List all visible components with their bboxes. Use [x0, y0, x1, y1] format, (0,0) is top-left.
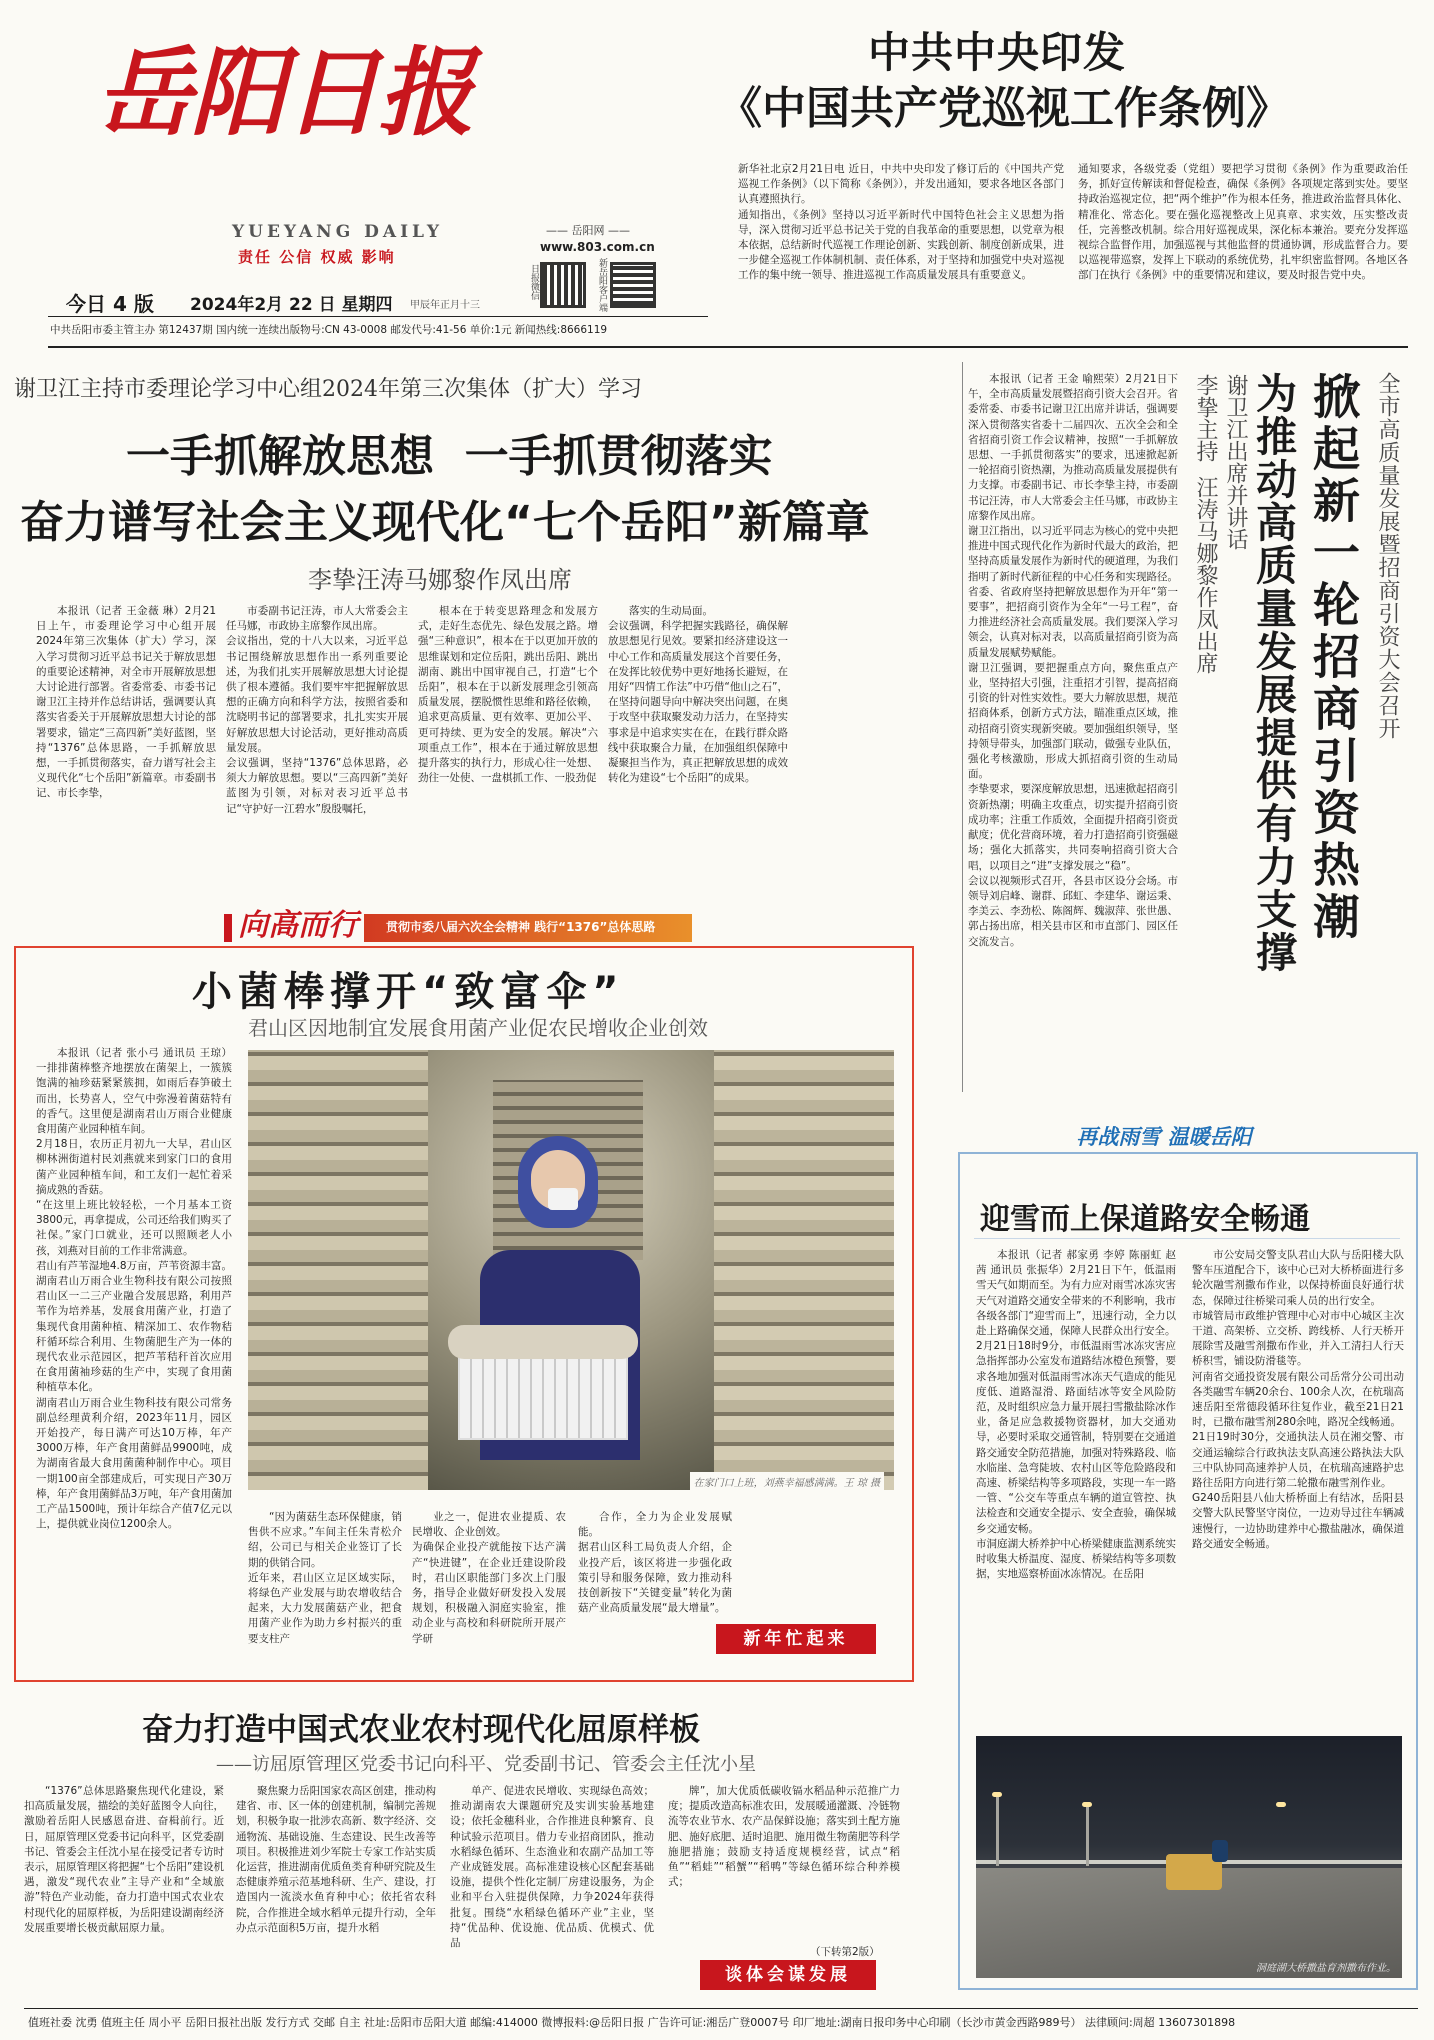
feature-subtitle: 君山区因地制宜发展食用菌产业促农民增收企业创效 — [248, 1016, 708, 1040]
qr-label-app: 新岳阳客户端 — [597, 258, 607, 312]
feature-col-2: “因为菌菇生态环保健康，销售供不应求。”车间主任朱青松介绍，公司已与相关企业签订了长期的供销合同。 近年来，君山区立足区域实际，将绿色产业发展与助农增收结合起来，大力发展菌菇产业，把食用菌产业作为助力乡村振兴的重要支柱产 — [248, 1511, 402, 1645]
bottom-tag[interactable]: 谈体会谋发展 — [700, 1960, 876, 1990]
mushroom-farm-photo — [248, 1050, 894, 1490]
feature-title[interactable]: 小菌棒撑开“致富伞” — [192, 969, 625, 1015]
feature-col-1: 本报讯（记者 张小弓 通讯员 王琼）一排排菌棒整齐地摆放在菌架上，一簇簇饱满的袖珍菇紧紧簇拥，如雨后春笋破土而出，长势喜人，空气中弥漫着菌菇特有的香气。这里便是湖南君山万雨合业健康食用菌产业园种植车间。 2月18日，农历正月初九一大早，君山区柳林洲街道村民刘燕就来到家门口的食用菌产业园种植车间，和工友们一起忙着采摘成熟的香菇。 “在这里上班比较轻松，一个月基本工资3800元，再拿提成，公司还给我们购买了社保。”家门口就业，还可以照顾老人小孩，刘燕对目前的工作非常满意。 君山有芦苇湿地4.8万亩，芦苇资源丰富。湖南君山万雨合业生物科技有限公司按照君山区一二三产业融合发展思路，利用芦苇作为培养基，发展食用菌产业，打造了集现代食用菌种植、精深加工、农作物秸秆循环综合利用、生物菌肥生产为一体的现代农业示范园区，把芦苇秸秆首次应用在食用菌袖珍菇的生产中，实现了食用菌种植草本化。 湖南君山万雨合业生物科技有限公司常务副总经理黄利介绍，2023年11月，园区开始投产，每日满产可达10万棒，年产3000万棒，年产食用菌鲜品9900吨，成为湖南省最大食用菌菌种制作中心。项目一期100亩全部建成后，可实现日产30万棒，年产食用菌鲜品3万吨，年产食用菌加工产品1500吨，预计年综合产值7亿元以上，提供就业岗位1200余人。 — [36, 1047, 232, 1531]
lead-story-col-1: 本报讯（记者 王金薇 琳）2月21日上午，市委理论学习中心组开展2024年第三次集体（扩大）学习，深入学习贯彻习近平总书记关于解放思想的重要论述精神，对全市开展解放思想大讨论进行部署。省委常委、市委书记谢卫江主持并作总结讲话，强调要认真落实省委关于开展解放思想大讨论的部署要求，锚定“三高四新”美好蓝图，坚持“1376”总体思路，一手抓解放思想，一手抓贯彻落实，奋力谱写社会主义现代化“七个岳阳”新篇章。市委副书记、市长李挚， — [36, 605, 216, 800]
lead-story-col-3: 根本在于转变思路理念和发展方式，走好生态优先、绿色发展之路。增强“三种意识”，根本在于以更加开放的思维谋划和定位岳阳，跳出岳阳、跳出湖南、跳出中国审视自己，打造“七个岳阳”，根本在于以新发展理念引领高质量发展，摆脱惯性思维和路径依赖，追求更高质量、更有效率、更加公平、更可持续、更为安全的发展。解决“六项重点工作”，根本在于通过解放思想提升落实的执行力，形成心往一处想、劲往一处使、一盘棋抓工作、一股劲促 — [418, 605, 598, 785]
newspaper-logo: 岳阳日报 — [96, 36, 472, 149]
lead-story-kicker: 谢卫江主持市委理论学习中心组2024年第三次集体（扩大）学习 — [14, 377, 642, 402]
basket — [458, 1350, 628, 1440]
right-story-body: 本报讯（记者 王金 喻熙荣）2月21日下午，全市高质量发展暨招商引资大会召开。省委常委、市委书记谢卫江出席并讲话，强调要深入贯彻落实省委十二届四次、五次全会和全省招商引资工作会议精神，按照“一手抓解放思想、一手抓贯彻落实”的要求，迅速掀起新一轮招商引资热潮，为推动高质量发展提供有力支撑。市委副书记、市长李挚主持，市委副书记汪涛，市人大常委会主任马娜，市政协主席黎作凤出席。 谢卫江指出，以习近平同志为核心的党中央把推进中国式现代化作为新时代最大的政治，把坚持高质量发展作为新时代的硬道理，为我们指明了新时代新征程的中心任务和实现路径。省委、省政府坚持把解放思想作为开年“第一要事”，把招商引资作为全年“一号工程”，奋力推进经济社会高质量发展。我们要深入学习领会，认真对标对表，以高质量招商引资为高质量发展赋势赋能。 谢卫江强调，要把握重点方向，聚焦重点产业，坚持招大引强，注重招才引智，提高招商引资的针对性实效性。要大力解放思想，规范招商体系，创新方式方法，瞄准重点区域，推动招商引资实现新突破。要加强组织领导，坚持领导带头，加强部门联动，做强专业队伍，强化考核激励，形成大抓招商引资的生动局面。 李挚要求，要深度解放思想，迅速掀起招商引资新热潮；明确主攻重点，切实提升招商引资成功率；注重工作质效，全面提升招商引资贡献度；优化营商环境，着力打造招商引资强磁场；强化大抓落实，共同奏响招商引资大合唱，以项目之“进”支撑发展之“稳”。 会议以视频形式召开，各县市区设分会场。市领导刘启峰、谢群、邱虹、李建华、谢运秉、李美云、李劲松、陈阁辉、魏淑萍、张世愚、郭占扬出席，相关县市区和市直部门、园区任交流发言。 — [968, 373, 1178, 948]
snow-banner: 再战雨雪 温暖岳阳 — [1064, 1124, 1264, 1150]
bottom-subtitle: ——访屈原管理区党委书记向科平、党委副书记、管委会主任沈小星 — [216, 1754, 756, 1775]
continued-note[interactable]: （下转第2版） — [810, 1946, 880, 1958]
site-label: —— 岳阳网 —— — [546, 224, 630, 237]
bottom-title[interactable]: 奋力打造中国式农业农村现代化屈原样板 — [142, 1712, 700, 1748]
right-story-title-1[interactable]: 掀起新一轮招商引资热潮 — [1305, 372, 1360, 944]
feature-col-3: 业之一，促进农业提质、农民增收、企业创效。 为确保企业投产就能按下达产满产“快进键”，在企业迁建设阶段时，君山区职能部门多次上门服务，指导企业做好研发投入发展规划，积极融入洞庭实验室，推动企业与高校和科研院所开展产学研 — [412, 1511, 566, 1645]
site-url[interactable]: www.803.com.cn — [540, 240, 655, 254]
top-story-col-2: 通知要求，各级党委（党组）要把学习贯彻《条例》作为重要政治任务，抓好宣传解读和督促检查，确保《条例》各项规定落到实处。要坚持政治巡视定位，把“两个维护”作为根本任务，推进政治监督具体化、精准化、常态化。要在强化巡视整改上见真章、求实效，压实整改责任，完善整改机制。综合用好巡视成果，深化标本兼治。要充分发挥巡视综合监督作用，加强巡视与其他监督的贯通协调，形成监督合力。要以巡视带巡察，发挥上下联动的系统优势，扎牢织密监督网。各地区各部门在执行《条例》中的重要情况和建议，要及时报告党中央。 — [1078, 163, 1408, 282]
right-story-pretitle: 全市高质量发展暨招商引资大会召开 — [1375, 372, 1400, 740]
snow-col-2: 市公安局交警支队君山大队与岳阳楼大队警车压道配合下，该中心已对大桥桥面进行多轮次融雪剂撒布作业，以保持桥面良好通行状态，保障过往桥梁司乘人员的出行安全。 市城管局市政维护管理中心对市中心城区主次干道、高架桥、立交桥、跨线桥、人行天桥开展除雪及融雪剂撒布作业，并入工清扫人行天桥积雪，铺设防滑毯等。 河南省交通投资发展有限公司岳常分公司出动各类融雪车辆20余台、100余人次，在杭瑞高速岳阳至常德段循环往复作业，截至21日21时，已撒布融雪剂280余吨，路况全线畅通。 21日19时30分，交通执法人员在湘交警、市交通运输综合行政执法支队高速公路执法大队三中队协同高速养护人员，在杭瑞高速路护忠路往岳阳方向进行第二轮撒布融雪剂作业。 G240岳阳县八仙大桥桥面上有结冰，岳阳县交警大队民警坚守岗位，一边劝导过往车辆减速慢行，一边协助建养中心撒盐融冰，确保道路交通安全畅通。 — [1192, 1249, 1404, 1550]
feature-tag[interactable]: 新年忙起来 — [716, 1624, 876, 1654]
top-story-col-1: 新华社北京2月21日电 近日，中共中央印发了修订后的《中国共产党巡视工作条例》（以下简称《条例》），并发出通知，要求各地区各部门认真遵照执行。 通知指出，《条例》坚持以习近平新时代中国特色社会主义思想为指导，深入贯彻习近平总书记关于党的自我革命的重要思想，以党章为根本依据，总结新时代巡视工作理论创新、实践创新、制度创新成果，进一步健全巡视工作体制机制、责任体系，对于坚持和加强党中央对巡视工作的集中统一领导、推进巡视工作高质量发展具有重要意义。 — [738, 163, 1064, 282]
logo-pinyin: YUEYANG DAILY — [232, 222, 444, 242]
bridge-night-photo — [976, 1736, 1402, 1978]
bottom-col-4: 牌”，加大优质低碳收镉水稻品种示范推广力度；提质改造高标准农田，发展暖通灌溉、冷链物流等农业节水、农产品保鲜设施；落实到土配方施肥、施好底肥、适时追肥、施用微生物菌肥等科学施肥措施；鼓励支持适度规模经营，试点“稻鱼”“稻蛙”“稻蟹”“稻鸭”等绿色循环综合种养模式； — [668, 1785, 900, 1889]
bridge-photo-caption: 洞庭湖大桥撒盐育剂撒布作业。 — [1256, 1963, 1396, 1974]
bottom-col-3: 单产、促进农民增收、实现绿色高效；推动湖南农大课题研究及实训实验基地建设；依托金穗科业，合作推进良种繁育、良种试验示范项目。借力专业招商团队，推动水稻绿色循环、生态渔业和农副产品加工等产业成链发展。高标准建设核心区配套基础设施，提供个性化定制厂房建设服务，为企业和平台入驻提供保障，力争2024年获得批复。围绕“水稻绿色循环产业”主业，坚持“优品种、优设施、优品质、优模式、优品 — [450, 1785, 654, 1950]
qr-code-app[interactable] — [610, 262, 656, 308]
photo-caption: 在家门口上班，刘燕幸福感满满。王 琼 摄 — [690, 1472, 884, 1490]
right-story-subtitle-1: 谢卫江出席并讲话 — [1223, 374, 1248, 550]
right-story-subtitle-2: 李挚主持 汪涛马娜黎作凤出席 — [1193, 374, 1218, 674]
right-story-title-2[interactable]: 为推动高质量发展提供有力支撑 — [1249, 372, 1297, 974]
publication-info: 中共岳阳市委主管主办 第12437期 国内统一连续出版物号:CN 43-0008 邮发代号:41-56 单价:1元 新闻热线:8666119 — [50, 324, 608, 336]
bottom-col-1: “1376”总体思路聚焦现代化建设，紧扣高质量发展，描绘的美好蓝图令人向往，激励着岳阳人民感恩奋进、奋楫前行。近日，屈原管理区党委书记向科平，区党委副书记、管委会主任沈小星在接受记者专访时表示，屈原管理区将把握“七个岳阳”建设机遇，激发“现代农业”主导产业和“全域旅游”特色产业动能，奋力打造中国式农业农村现代化的屈原样板，为岳阳建设湖南经济发展重要增长极贡献屈原力量。 — [24, 1785, 224, 1934]
lead-story-col-2: 市委副书记汪涛，市人大常委会主任马娜，市政协主席黎作凤出席。 会议指出，党的十八大以来，习近平总书记围绕解放思想作出一系列重要论述，为我们扎实开展解放思想大讨论提供了根本遵循。我们要牢牢把握解放思想的正确方向和科学方法，按照省委和沈晓明书记的部署要求，扎扎实实开展好解放思想大讨论活动，更好推动高质量发展。 会议强调，坚持“1376”总体思路，必须大力解放思想。要以“三高四新”美好蓝图为引领，对标对表习近平总书记“守护好一江碧水”殷殷嘱托， — [226, 605, 408, 815]
lead-story-title-line1[interactable]: 一手抓解放思想 一手抓贯彻落实 — [126, 431, 773, 482]
feature-col-4: 合作，全力为企业发展赋能。 据君山区科工局负责人介绍，企业投产后，该区将进一步强化政策引导和服务保障，致力推动科技创新按下“关键变量”转化为菌菇产业高质量发展“最大增量”。 — [578, 1511, 732, 1615]
feature-banner-logo: 向高而行 — [232, 906, 364, 946]
top-story-title-line1[interactable]: 中共中央印发 — [868, 28, 1127, 77]
snow-title[interactable]: 迎雪而上保道路安全畅通 — [980, 1202, 1310, 1237]
issue-date: 2024年2月 22 日 星期四 — [190, 295, 393, 315]
bottom-col-2: 聚焦聚力岳阳国家农高区创建，推动构建省、市、区一体的创建机制，编制完善规划，积极争取一批涉农高新、数字经济、交通物流、基础设施、生态建设、民生改善等项目。积极推进刘少军院士专家工作站实质化运营，推进湖南优质鱼类育种研究院及生态健康养殖示范基地科研、生产、建设，打造国内一流淡水鱼育种中心；依托省农科院，合作推进全域水稻单元提升行动，全年办点示范面积5万亩，提升水稻 — [236, 1785, 436, 1934]
lead-story-title-line2[interactable]: 奋力谱写社会主义现代化“七个岳阳”新篇章 — [20, 497, 870, 548]
feature-banner-text: 贯彻市委八届六次全会精神 践行“1376”总体思路 — [386, 920, 656, 934]
lead-story-col-4: 落实的生动局面。 会议强调，科学把握实践路径，确保解放思想见行见效。要紧扣经济建设这一中心工作和高质量发展这个首要任务，在发挥比较优势中更好地扬长避短，在用好“四情工作法”中巧借“他山之石”，在坚持问题导向中解决突出问题，在奥于攻坚中获取聚发动力活力，在坚持实事求是中追求实实在在，在践行群众路线中获取聚合力量，在加强组织保障中凝聚担当作为，真正把解放思想的成效转化为建设“七个岳阳”的成果。 — [608, 605, 788, 785]
edition-count: 今日 4 版 — [66, 292, 154, 316]
top-story-title-line2[interactable]: 《中国共产党巡视工作条例》 — [718, 83, 1290, 134]
footer-info: 值班社委 沈勇 值班主任 周小平 岳阳日报社出版 发行方式 交邮 自主 社址:岳阳市岳阳大道 邮编:414000 微博报料:@岳阳日报 广告许可证:湘岳广登0007号 印厂地址:湖南日报印务中心印刷（长沙市黄金西路989号） 法律顾问:周超 13607301898 — [28, 2016, 1236, 2029]
lunar-date: 甲辰年正月十三 — [410, 300, 480, 311]
qr-code-wechat[interactable] — [540, 262, 586, 308]
lead-story-subtitle: 李挚汪涛马娜黎作凤出席 — [308, 566, 572, 594]
snow-col-1: 本报讯（记者 郝家勇 李婷 陈丽虹 赵茜 通讯员 张振华）2月21日下午，低温雨雪天气如期而至。为有力应对雨雪冰冻灾害天气对道路交通安全带来的不利影响，我市各级各部门“迎雪而上”，迅速行动，全力以赴上路确保交通，保障人民群众出行安全。 2月21日18时9分，市低温雨雪冰冻灾害应急指挥部办公室发布道路结冰橙色预警，要求各地加强对低温雨雪冰冻天气造成的能见度低、道路湿滑、路面结冰等安全风险防范，及时组织应急力量开展扫雪撒盐除冰作业，备足应急救援物资器材，加大交通劝导，必要时采取交通管制，特别要在交通道路交通安全防范措施，加强对特殊路段、临水临崖、急弯陡坡、农村山区等危险路段和高速、桥梁结构等多项路段，实现一车一路一管、“公交车等重点车辆的道宣管控、执法检查和交通安全提示、安全查验，确保城乡交通安畅。 市洞庭湖大桥养护中心桥梁健康监测系统实时收集大桥温度、湿度、桥梁结构等多项数据，实地巡察桥面冰冻情况。在岳阳 — [976, 1249, 1176, 1581]
logo-motto: 责任 公信 权威 影响 — [238, 248, 396, 266]
feature-banner — [14, 902, 914, 952]
qr-label-wechat: 日报微信 — [529, 264, 539, 300]
